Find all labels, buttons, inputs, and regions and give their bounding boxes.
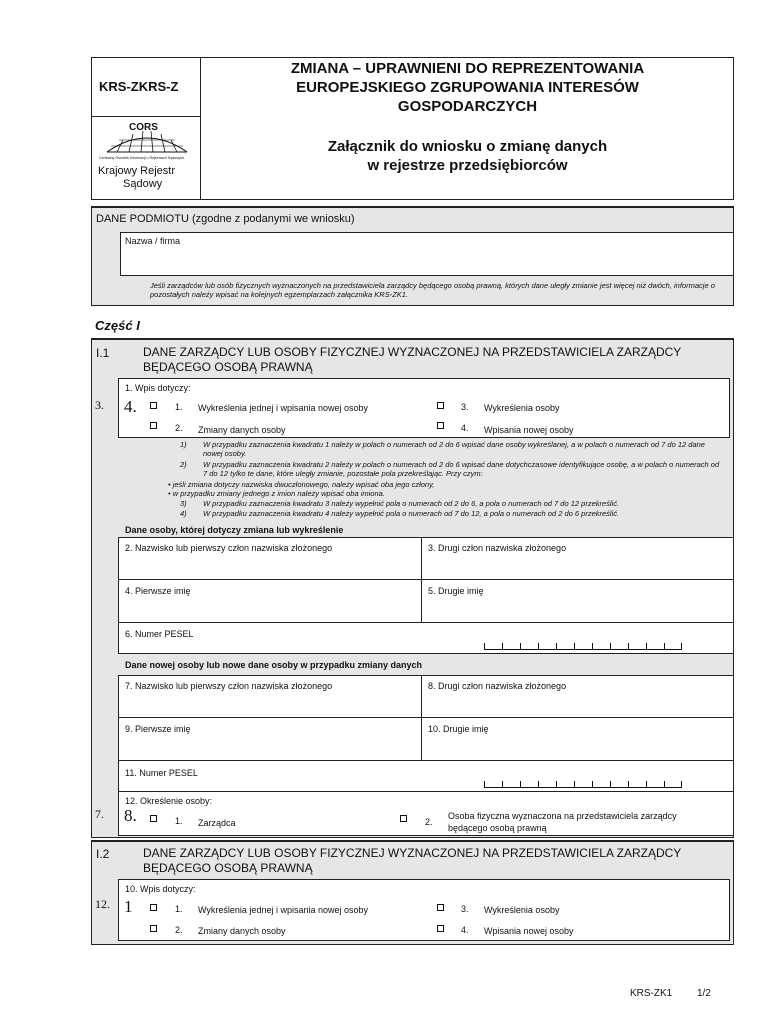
- opt3-checkbox[interactable]: [437, 402, 444, 409]
- margin-number-12: 12.: [95, 897, 110, 911]
- subtitle-line-2: w rejestrze przedsiębiorców: [367, 157, 568, 174]
- note-number-6: 4): [180, 509, 187, 518]
- role-label: 12. Określenie osoby:: [125, 796, 213, 806]
- note-text-1: W przypadku zaznaczenia kwadratu 1 należy w polach o numerach od 2 do 6 wpisać dane osoby wykreślanej, a w polach o numerach od 7 do 12 dane nowej osoby.: [203, 440, 705, 458]
- part-title: Część I: [95, 318, 140, 333]
- logo-text: CORS: [129, 122, 158, 133]
- field-11[interactable]: [118, 760, 734, 792]
- opt4-number: 4.: [461, 423, 469, 433]
- entry-type-label-2: 10. Wpis dotyczy:: [125, 884, 196, 894]
- note-number-2: 2): [180, 460, 187, 469]
- margin-number-3: 3.: [95, 398, 104, 412]
- role2-label-2: będącego osobą prawną: [448, 823, 547, 833]
- section-1-title-1: DANE ZARZĄDCY LUB OSOBY FIZYCZNEJ WYZNACZONEJ NA PRZEDSTAWICIELA ZARZĄDCY: [143, 345, 682, 359]
- entity-name-label: Nazwa / firma: [125, 236, 181, 246]
- note-text-5: W przypadku zaznaczenia kwadratu 3 należy wypełnić pola o numerach od 2 do 6, a pola o numerach od 7 do 12 przekreślić.: [203, 499, 620, 508]
- field-2-label: 2. Nazwisko lub pierwszy człon nazwiska złożonego: [125, 543, 333, 553]
- s2-opt1-label: Wykreślenia jednej i wpisania nowej osoby: [198, 905, 369, 915]
- pesel-cells-new: [484, 780, 682, 788]
- s2-opt1-checkbox[interactable]: [150, 904, 157, 911]
- registry-name-1: Krajowy Rejestr: [98, 165, 176, 177]
- field-2[interactable]: [118, 537, 422, 580]
- opt3-number: 3.: [461, 402, 469, 412]
- opt1-label: Wykreślenia jednej i wpisania nowej osoby: [198, 403, 369, 413]
- footer-code: KRS-ZK1: [630, 988, 673, 999]
- role-number: 8.: [124, 806, 137, 825]
- subtitle-line-1: Załącznik do wniosku o zmianę danych: [327, 138, 608, 155]
- field-5[interactable]: [421, 579, 734, 623]
- role2-number: 2.: [425, 817, 433, 827]
- entity-note: Jeśli zarządców lub osób fizycznych wyznaczonych na przedstawiciela zarządcy będącego osobą prawną, których dane uległy zmianie jest więcej niż dwóch, informacje o pozostałych należy wpisać na kolejnych egzemplarzach załącznika KRS-ZK1.: [150, 281, 715, 299]
- s2-opt3-number: 3.: [461, 904, 469, 914]
- opt2-label: Zmiany danych osoby: [198, 425, 286, 435]
- entry-type-label-1: 1. Wpis dotyczy:: [125, 383, 191, 393]
- note-number-1: 1): [180, 440, 187, 449]
- title-line-1: ZMIANA – UPRAWNIENI DO REPREZENTOWANIA: [290, 60, 645, 77]
- s2-opt4-label: Wpisania nowej osoby: [484, 926, 574, 936]
- field-6-label: 6. Numer PESEL: [125, 629, 194, 639]
- opt4-label: Wpisania nowej osoby: [484, 425, 574, 435]
- field-11-label: 11. Numer PESEL: [125, 768, 198, 778]
- s2-opt2-checkbox[interactable]: [150, 925, 157, 932]
- s2-opt3-checkbox[interactable]: [437, 904, 444, 911]
- field-3-label: 3. Drugi człon nazwiska złożonego: [428, 543, 567, 553]
- s2-opt3-label: Wykreślenia osoby: [484, 905, 560, 915]
- field-9-label: 9. Pierwsze imię: [125, 724, 191, 734]
- title-line-2: EUROPEJSKIEGO ZGRUPOWANIA INTERESÓW: [296, 79, 639, 96]
- role1-number: 1.: [175, 816, 183, 826]
- section-1-number: I.1: [96, 346, 110, 360]
- note-text-4: • w przypadku zmiany jednego z imion należy wpisać oba imiona.: [168, 489, 385, 498]
- opt4-checkbox[interactable]: [437, 422, 444, 429]
- form-code: KRS-ZKRS-Z: [99, 79, 179, 94]
- field-7-label: 7. Nazwisko lub pierwszy człon nazwiska złożonego: [125, 681, 333, 691]
- opt3-label: Wykreślenia osoby: [484, 403, 560, 413]
- role2-label-1: Osoba fizyczna wyznaczona na przedstawiciela zarządcy: [448, 811, 677, 821]
- new-person-heading: Dane nowej osoby lub nowe dane osoby w przypadku zmiany danych: [125, 660, 423, 670]
- opt2-checkbox[interactable]: [150, 422, 157, 429]
- section-2-title-1: DANE ZARZĄDCY LUB OSOBY FIZYCZNEJ WYZNACZONEJ NA PRZEDSTAWICIELA ZARZĄDCY: [143, 846, 682, 860]
- margin-number-7: 7.: [95, 807, 104, 821]
- s2-opt4-number: 4.: [461, 925, 469, 935]
- field-3[interactable]: [421, 537, 734, 580]
- field-10[interactable]: [421, 717, 734, 761]
- s2-opt2-label: Zmiany danych osoby: [198, 926, 286, 936]
- note-text-2: W przypadku zaznaczenia kwadratu 2 należy w polach o numerach od 2 do 6 wpisać dane dotychczasowe identyfikujące osobę, a w polach o numerach od 7 do 12 tylko te dane, które uległy zmianie, pozostałe pola przekreślając. Przy czym:: [203, 460, 720, 478]
- entry-type-number-1: 4.: [124, 397, 137, 416]
- field-4-label: 4. Pierwsze imię: [125, 586, 191, 596]
- entry-type-number-2: 1: [124, 897, 133, 916]
- note-text-3: • jeśli zmiana dotyczy nazwiska dwuczłonowego, należy wpisać oba jego człony,: [168, 480, 435, 489]
- role2-checkbox[interactable]: [400, 815, 407, 822]
- s2-opt4-checkbox[interactable]: [437, 925, 444, 932]
- entity-heading: DANE PODMIOTU (zgodne z podanymi we wniosku): [96, 213, 355, 225]
- field-7[interactable]: [118, 675, 422, 718]
- opt1-checkbox[interactable]: [150, 402, 157, 409]
- section-2-title-2: BĘDĄCEGO OSOBĄ PRAWNĄ: [143, 861, 313, 875]
- field-6[interactable]: [118, 622, 734, 654]
- opt1-number: 1.: [175, 402, 183, 412]
- field-8-label: 8. Drugi człon nazwiska złożonego: [428, 681, 567, 691]
- title-line-3: GOSPODARCZYCH: [397, 98, 538, 115]
- section-2-number: I.2: [96, 847, 110, 861]
- logo-subtext: Centralny Ośrodek Informacji o Rejestrach Sądowych: [99, 156, 185, 160]
- field-9[interactable]: [118, 717, 422, 761]
- role1-checkbox[interactable]: [150, 815, 157, 822]
- s2-opt1-number: 1.: [175, 904, 183, 914]
- opt2-number: 2.: [175, 423, 183, 433]
- registry-name-2: Sądowy: [123, 178, 163, 190]
- field-4[interactable]: [118, 579, 422, 623]
- note-number-5: 3): [180, 499, 187, 508]
- role1-label: Zarządca: [198, 818, 236, 828]
- field-5-label: 5. Drugie imię: [428, 586, 484, 596]
- s2-opt2-number: 2.: [175, 925, 183, 935]
- footer-page: 1/2: [697, 988, 711, 999]
- old-person-heading: Dane osoby, której dotyczy zmiana lub wykreślenie: [125, 525, 344, 535]
- entity-name-field[interactable]: [120, 232, 734, 276]
- section-1-title-2: BĘDĄCEGO OSOBĄ PRAWNĄ: [143, 360, 313, 374]
- field-8[interactable]: [421, 675, 734, 718]
- pesel-cells-old: [484, 642, 682, 650]
- note-text-6: W przypadku zaznaczenia kwadratu 4 należy wypełnić pola o numerach od 7 do 12, a pola o numerach od 2 do 6 przekreślić.: [203, 509, 620, 518]
- field-10-label: 10. Drugie imię: [428, 724, 489, 734]
